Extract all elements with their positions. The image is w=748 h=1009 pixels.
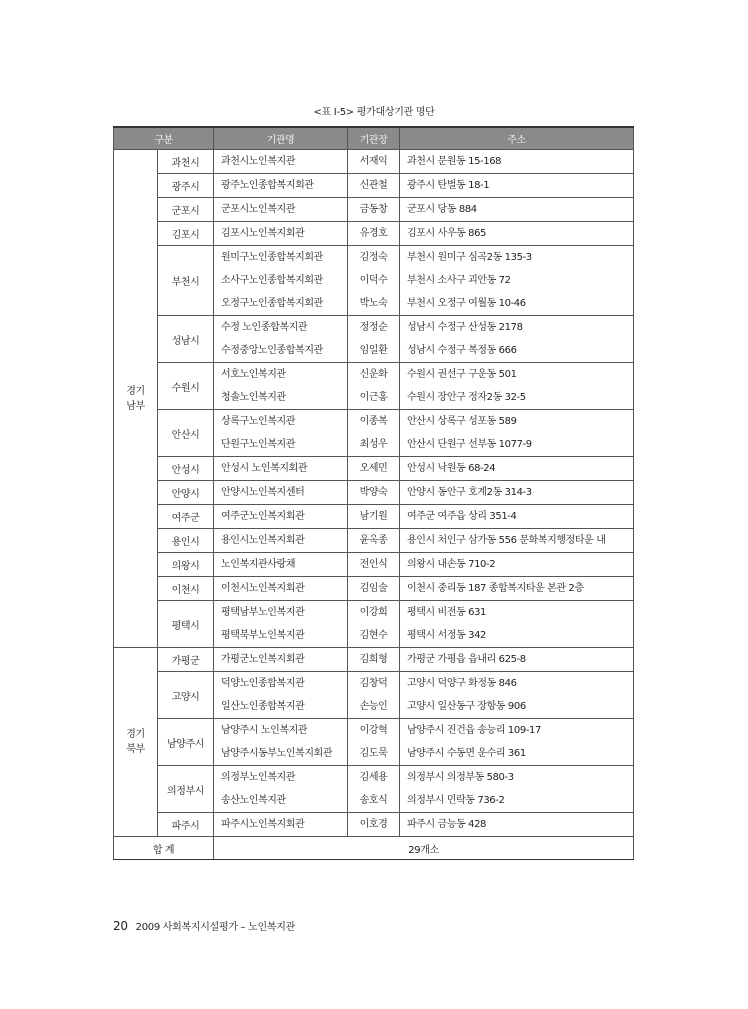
institution-name-cell <box>214 174 348 198</box>
director-name-stack <box>348 601 399 647</box>
address: 의정부시 의정부동 580-3 <box>407 772 514 783</box>
table-row <box>114 174 634 198</box>
total-label: 합 계 <box>114 837 214 860</box>
address: 평택시 서정동 342 <box>407 630 487 641</box>
institution-name: 남양주시 노인복지관 <box>221 725 308 736</box>
table-row <box>114 481 634 505</box>
address-stack <box>400 222 633 245</box>
institution-name: 군포시노인복지관 <box>221 204 296 215</box>
institution-name: 평택남부노인복지관 <box>221 607 305 618</box>
city-cell: 광주시 <box>158 174 214 198</box>
address: 안산시 상록구 성포동 589 <box>407 416 517 427</box>
director-name: 윤옥종 <box>359 535 388 546</box>
table-row <box>114 529 634 553</box>
address: 수원시 권선구 구운동 501 <box>407 369 517 380</box>
address-stack <box>400 766 633 812</box>
city-cell: 이천시 <box>158 577 214 601</box>
address-cell <box>400 505 634 529</box>
table-row <box>114 222 634 246</box>
address-cell <box>400 813 634 837</box>
city-cell: 군포시 <box>158 198 214 222</box>
director-name-cell <box>348 246 400 316</box>
director-name: 임일환 <box>359 345 388 356</box>
address: 안양시 동안구 호계2동 314-3 <box>407 487 532 498</box>
address-cell <box>400 222 634 246</box>
director-name: 이근홍 <box>359 392 388 403</box>
institution-name: 파주시노인복지회관 <box>221 819 305 830</box>
address-cell <box>400 648 634 672</box>
institution-name: 단원구노인복지관 <box>221 439 296 450</box>
address-stack <box>400 648 633 671</box>
director-name: 오세민 <box>359 463 388 474</box>
address-stack <box>400 719 633 765</box>
director-name: 이덕수 <box>359 275 388 286</box>
address: 김포시 사우동 865 <box>407 228 487 239</box>
institution-name-cell <box>214 481 348 505</box>
director-name: 서재익 <box>359 156 388 167</box>
address: 부천시 오정구 여월동 10-46 <box>407 298 526 309</box>
table-row <box>114 246 634 316</box>
table-row <box>114 577 634 601</box>
director-name-cell <box>348 553 400 577</box>
director-name-stack <box>348 457 399 480</box>
footer-text: 2009 사회복지시설평가 – 노인복지관 <box>135 922 295 933</box>
address-stack <box>400 150 633 173</box>
director-name-cell <box>348 577 400 601</box>
institution-name: 송산노인복지관 <box>221 795 286 806</box>
institution-name-cell <box>214 410 348 457</box>
table-row <box>114 363 634 410</box>
institution-name-stack <box>214 174 347 197</box>
director-name: 박노숙 <box>359 298 388 309</box>
institution-name-stack <box>214 316 347 362</box>
institution-name: 평택북부노인복지관 <box>221 630 305 641</box>
institution-name-cell <box>214 222 348 246</box>
address-cell <box>400 601 634 648</box>
city-cell: 여주군 <box>158 505 214 529</box>
address-cell <box>400 481 634 505</box>
city-cell: 남양주시 <box>158 719 214 766</box>
city-cell: 가평군 <box>158 648 214 672</box>
director-name-stack <box>348 150 399 173</box>
institution-name-stack <box>214 601 347 647</box>
table-row <box>114 198 634 222</box>
director-name-stack <box>348 719 399 765</box>
director-name-stack <box>348 363 399 409</box>
institution-name: 안양시노인복지센터 <box>221 487 305 498</box>
address-cell <box>400 363 634 410</box>
table-row <box>114 601 634 648</box>
city-cell: 부천시 <box>158 246 214 316</box>
director-name: 김도묵 <box>359 748 388 759</box>
city-cell: 평택시 <box>158 601 214 648</box>
director-name-stack <box>348 648 399 671</box>
institution-name-stack <box>214 457 347 480</box>
address: 용인시 처인구 삼가동 556 문화복지행정타운 내 <box>407 535 606 546</box>
page-footer <box>113 918 295 933</box>
address: 남양주시 수동면 운수리 361 <box>407 748 526 759</box>
director-name: 김세용 <box>359 772 388 783</box>
director-name-cell <box>348 198 400 222</box>
director-name-stack <box>348 410 399 456</box>
address-stack <box>400 481 633 504</box>
director-name-stack <box>348 577 399 600</box>
address-stack <box>400 410 633 456</box>
director-name: 남기원 <box>359 511 388 522</box>
table-header-row <box>114 127 634 150</box>
address-cell <box>400 672 634 719</box>
address-cell <box>400 553 634 577</box>
institution-name-stack <box>214 481 347 504</box>
page-number: 20 <box>113 919 128 933</box>
address-stack <box>400 316 633 362</box>
region-cell: 경기 북부 <box>114 648 158 837</box>
institution-name-stack <box>214 553 347 576</box>
director-name: 이강혁 <box>359 725 388 736</box>
address: 성남시 수정구 복정동 666 <box>407 345 517 356</box>
region-cell: 경기 남부 <box>114 150 158 648</box>
address: 남양주시 진건읍 송능리 109-17 <box>407 725 541 736</box>
director-name-cell <box>348 150 400 174</box>
table-row <box>114 457 634 481</box>
address-cell <box>400 174 634 198</box>
director-name-cell <box>348 672 400 719</box>
address: 안산시 단원구 선부동 1077-9 <box>407 439 532 450</box>
institution-name: 이천시노인복지회관 <box>221 583 305 594</box>
table-row <box>114 150 634 174</box>
director-name: 이종복 <box>359 416 388 427</box>
table-row <box>114 316 634 363</box>
city-cell: 의정부시 <box>158 766 214 813</box>
director-name-cell <box>348 363 400 410</box>
address: 안성시 낙원동 68-24 <box>407 463 496 474</box>
table-row <box>114 813 634 837</box>
address-stack <box>400 813 633 836</box>
institution-name-cell <box>214 577 348 601</box>
director-name-stack <box>348 672 399 718</box>
institution-name-stack <box>214 529 347 552</box>
city-cell: 안산시 <box>158 410 214 457</box>
address: 의왕시 내손동 710-2 <box>407 559 496 570</box>
institution-name-cell <box>214 316 348 363</box>
institution-name: 여주군노인복지회관 <box>221 511 305 522</box>
institution-name-stack <box>214 719 347 765</box>
city-cell: 고양시 <box>158 672 214 719</box>
institution-name-stack <box>214 363 347 409</box>
institution-name-stack <box>214 577 347 600</box>
institution-table <box>113 126 634 860</box>
director-name-stack <box>348 813 399 836</box>
director-name: 이호경 <box>359 819 388 830</box>
city-cell: 과천시 <box>158 150 214 174</box>
institution-name-cell <box>214 150 348 174</box>
address-cell <box>400 457 634 481</box>
institution-name-cell <box>214 198 348 222</box>
address-stack <box>400 553 633 576</box>
address-cell <box>400 410 634 457</box>
director-name-stack <box>348 529 399 552</box>
institution-name: 오정구노인종합복지회관 <box>221 298 323 309</box>
director-name-cell <box>348 529 400 553</box>
table-row <box>114 410 634 457</box>
institution-name-cell <box>214 601 348 648</box>
director-name: 신관철 <box>359 180 388 191</box>
director-name: 박양숙 <box>359 487 388 498</box>
header-address: 주소 <box>400 127 634 150</box>
address-cell <box>400 198 634 222</box>
address: 성남시 수정구 산성동 2178 <box>407 322 523 333</box>
institution-name-cell <box>214 719 348 766</box>
director-name-stack <box>348 766 399 812</box>
institution-name: 상록구노인복지관 <box>221 416 296 427</box>
address-stack <box>400 672 633 718</box>
address: 고양시 덕양구 화정동 846 <box>407 678 517 689</box>
address-stack <box>400 529 633 552</box>
institution-name: 일산노인종합복지관 <box>221 701 305 712</box>
director-name-stack <box>348 481 399 504</box>
institution-name: 과천시노인복지관 <box>221 156 296 167</box>
address: 의정부시 민락동 736-2 <box>407 795 505 806</box>
institution-name: 남양주시동부노인복지회관 <box>221 748 333 759</box>
institution-name: 가평군노인복지회관 <box>221 654 305 665</box>
director-name-cell <box>348 481 400 505</box>
table-row <box>114 648 634 672</box>
institution-name-cell <box>214 672 348 719</box>
director-name: 김임술 <box>359 583 388 594</box>
address-stack <box>400 457 633 480</box>
institution-name: 김포시노인복지회관 <box>221 228 305 239</box>
institution-name-cell <box>214 648 348 672</box>
director-name-cell <box>348 766 400 813</box>
director-name-stack <box>348 198 399 221</box>
director-name: 최성우 <box>359 439 388 450</box>
table-caption: <표 Ⅰ-5> 평가대상기관 명단 <box>313 107 435 118</box>
table-row <box>114 672 634 719</box>
city-cell: 안성시 <box>158 457 214 481</box>
address-stack <box>400 198 633 221</box>
city-cell: 용인시 <box>158 529 214 553</box>
address-stack <box>400 363 633 409</box>
institution-name-stack <box>214 672 347 718</box>
address: 부천시 소사구 괴안동 72 <box>407 275 511 286</box>
header-category: 구분 <box>114 127 214 150</box>
director-name-cell <box>348 719 400 766</box>
director-name-cell <box>348 174 400 198</box>
address-stack <box>400 246 633 315</box>
director-name-stack <box>348 553 399 576</box>
institution-name-stack <box>214 246 347 315</box>
table-row <box>114 766 634 813</box>
address-stack <box>400 505 633 528</box>
director-name-cell <box>348 601 400 648</box>
address-cell <box>400 316 634 363</box>
address: 여주군 여주읍 상리 351-4 <box>407 511 517 522</box>
address-stack <box>400 601 633 647</box>
address: 광주시 탄벌동 18-1 <box>407 180 490 191</box>
director-name: 김희형 <box>359 654 388 665</box>
city-cell: 김포시 <box>158 222 214 246</box>
director-name-stack <box>348 505 399 528</box>
header-institution: 기관명 <box>214 127 348 150</box>
director-name: 김창덕 <box>359 678 388 689</box>
director-name-cell <box>348 648 400 672</box>
director-name: 손능인 <box>359 701 388 712</box>
institution-name: 노인복지관사랑채 <box>221 559 296 570</box>
institution-name-cell <box>214 813 348 837</box>
city-cell: 의왕시 <box>158 553 214 577</box>
institution-name-stack <box>214 198 347 221</box>
total-value: 29개소 <box>214 837 634 860</box>
address-stack <box>400 577 633 600</box>
city-cell: 수원시 <box>158 363 214 410</box>
institution-name: 광주노인종합복지회관 <box>221 180 314 191</box>
institution-name-cell <box>214 766 348 813</box>
director-name: 유경호 <box>359 228 388 239</box>
address-cell <box>400 577 634 601</box>
total-row <box>114 837 634 860</box>
director-name: 금동창 <box>359 204 388 215</box>
director-name-stack <box>348 222 399 245</box>
institution-name-stack <box>214 766 347 812</box>
institution-name: 청솔노인복지관 <box>221 392 286 403</box>
address: 군포시 당동 884 <box>407 204 477 215</box>
city-cell: 성남시 <box>158 316 214 363</box>
institution-name-stack <box>214 648 347 671</box>
address: 평택시 비전동 631 <box>407 607 487 618</box>
address-cell <box>400 719 634 766</box>
address-cell <box>400 529 634 553</box>
address: 부천시 원미구 심곡2동 135-3 <box>407 252 532 263</box>
institution-name-stack <box>214 150 347 173</box>
director-name: 신운화 <box>359 369 388 380</box>
director-name: 김현수 <box>359 630 388 641</box>
director-name: 전인식 <box>359 559 388 570</box>
institution-name: 덕양노인종합복지관 <box>221 678 305 689</box>
institution-name-cell <box>214 505 348 529</box>
director-name-cell <box>348 813 400 837</box>
institution-name-stack <box>214 813 347 836</box>
director-name-stack <box>348 246 399 315</box>
institution-name-stack <box>214 410 347 456</box>
director-name-cell <box>348 457 400 481</box>
address: 가평군 가평읍 읍내리 625-8 <box>407 654 526 665</box>
institution-name-cell <box>214 553 348 577</box>
address-cell <box>400 246 634 316</box>
institution-name-stack <box>214 505 347 528</box>
institution-name: 안성시 노인복지회관 <box>221 463 308 474</box>
institution-name-stack <box>214 222 347 245</box>
city-cell: 안양시 <box>158 481 214 505</box>
director-name: 이강희 <box>359 607 388 618</box>
address: 이천시 중리동 187 종합복지타운 본관 2층 <box>407 583 584 594</box>
director-name: 정정순 <box>359 322 388 333</box>
address-stack <box>400 174 633 197</box>
address: 파주시 금능동 428 <box>407 819 487 830</box>
address-cell <box>400 766 634 813</box>
address: 고양시 일산동구 장항동 906 <box>407 701 526 712</box>
director-name-cell <box>348 316 400 363</box>
institution-name: 서호노인복지관 <box>221 369 286 380</box>
director-name: 김정숙 <box>359 252 388 263</box>
director-name: 송호식 <box>359 795 388 806</box>
institution-name: 원미구노인종합복지회관 <box>221 252 323 263</box>
address: 과천시 문원동 15-168 <box>407 156 502 167</box>
director-name-cell <box>348 222 400 246</box>
institution-name: 의정부노인복지관 <box>221 772 296 783</box>
director-name-cell <box>348 410 400 457</box>
institution-name-cell <box>214 246 348 316</box>
director-name-stack <box>348 316 399 362</box>
address: 수원시 장안구 정자2동 32-5 <box>407 392 526 403</box>
institution-name: 수정 노인종합복지관 <box>221 322 308 333</box>
header-director: 기관장 <box>348 127 400 150</box>
director-name-stack <box>348 174 399 197</box>
institution-name-cell <box>214 529 348 553</box>
table-body <box>114 150 634 860</box>
city-cell: 파주시 <box>158 813 214 837</box>
table-row <box>114 719 634 766</box>
institution-name-cell <box>214 363 348 410</box>
director-name-cell <box>348 505 400 529</box>
table-row <box>114 505 634 529</box>
table-row <box>114 553 634 577</box>
institution-name: 소사구노인종합복지회관 <box>221 275 323 286</box>
institution-name: 수정중앙노인종합복지관 <box>221 345 323 356</box>
institution-name-cell <box>214 457 348 481</box>
institution-name: 용인시노인복지회관 <box>221 535 305 546</box>
address-cell <box>400 150 634 174</box>
